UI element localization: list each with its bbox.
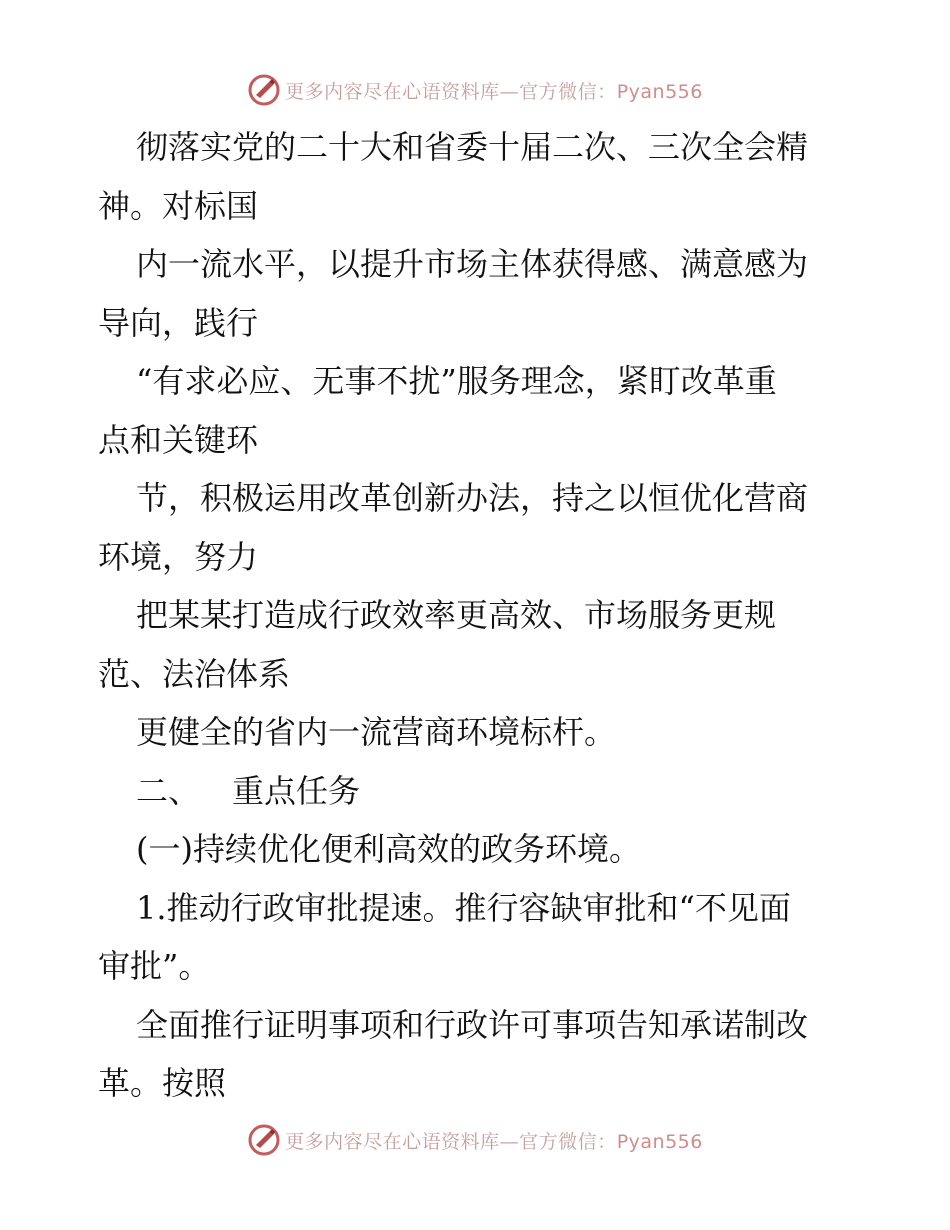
watermark-site: 更多内容尽在心语资料库 (285, 80, 500, 103)
section-heading (98, 762, 858, 821)
subsection-heading: (一)持续优化便利高效的政务环境。 (136, 830, 641, 868)
document-body (98, 118, 858, 1113)
paragraph-line: 范、法治体系 (98, 654, 291, 693)
paragraph-line: 把某某打造成行政效率更高效、市场服务更规 (136, 596, 777, 634)
footer-watermark (0, 1120, 950, 1160)
item-line: 全面推行证明事项和行政许可事项告知承诺制改 (136, 1005, 809, 1044)
watermark-site: 更多内容尽在心语资料库 (285, 1130, 500, 1153)
paragraph-line: 环境，努力 (98, 537, 259, 576)
watermark-separator: — (499, 1130, 520, 1153)
pen-seal-icon (247, 73, 281, 107)
watermark-wechat-label: 官方微信： (519, 80, 617, 103)
watermark-wechat-id: Pyan556 (616, 1130, 703, 1153)
paragraph-line: 更健全的省内一流营商环境标杆。 (136, 713, 617, 751)
watermark-wechat-label: 官方微信： (519, 1130, 617, 1153)
watermark-wechat-id: Pyan556 (616, 80, 703, 103)
paragraph-line: 内一流水平，以提升市场主体获得感、满意感为 (136, 245, 809, 283)
paragraph-line: 神。对标国 (98, 186, 259, 225)
watermark-separator: — (499, 80, 520, 103)
section-title: 重点任务 (232, 771, 361, 810)
paragraph-line: 节，积极运用改革创新办法，持之以恒优化营商 (136, 479, 809, 517)
paragraph-line: “有求必应、无事不扰”服务理念，紧盯改革重 (136, 362, 777, 400)
item-line: 革。按照 (98, 1064, 227, 1102)
item-line: 1.推动行政审批提速。推行容缺审批和“不见面 (136, 888, 791, 927)
pen-seal-icon (247, 1123, 281, 1157)
section-number: 二、 (136, 771, 201, 810)
header-watermark (0, 70, 950, 110)
paragraph-line: 点和关键环 (98, 420, 259, 459)
paragraph-line: 导向，践行 (98, 303, 259, 342)
paragraph-line: 彻落实党的二十大和省委十届二次、三次全会精 (136, 128, 809, 166)
item-line: 审批”。 (98, 947, 211, 985)
